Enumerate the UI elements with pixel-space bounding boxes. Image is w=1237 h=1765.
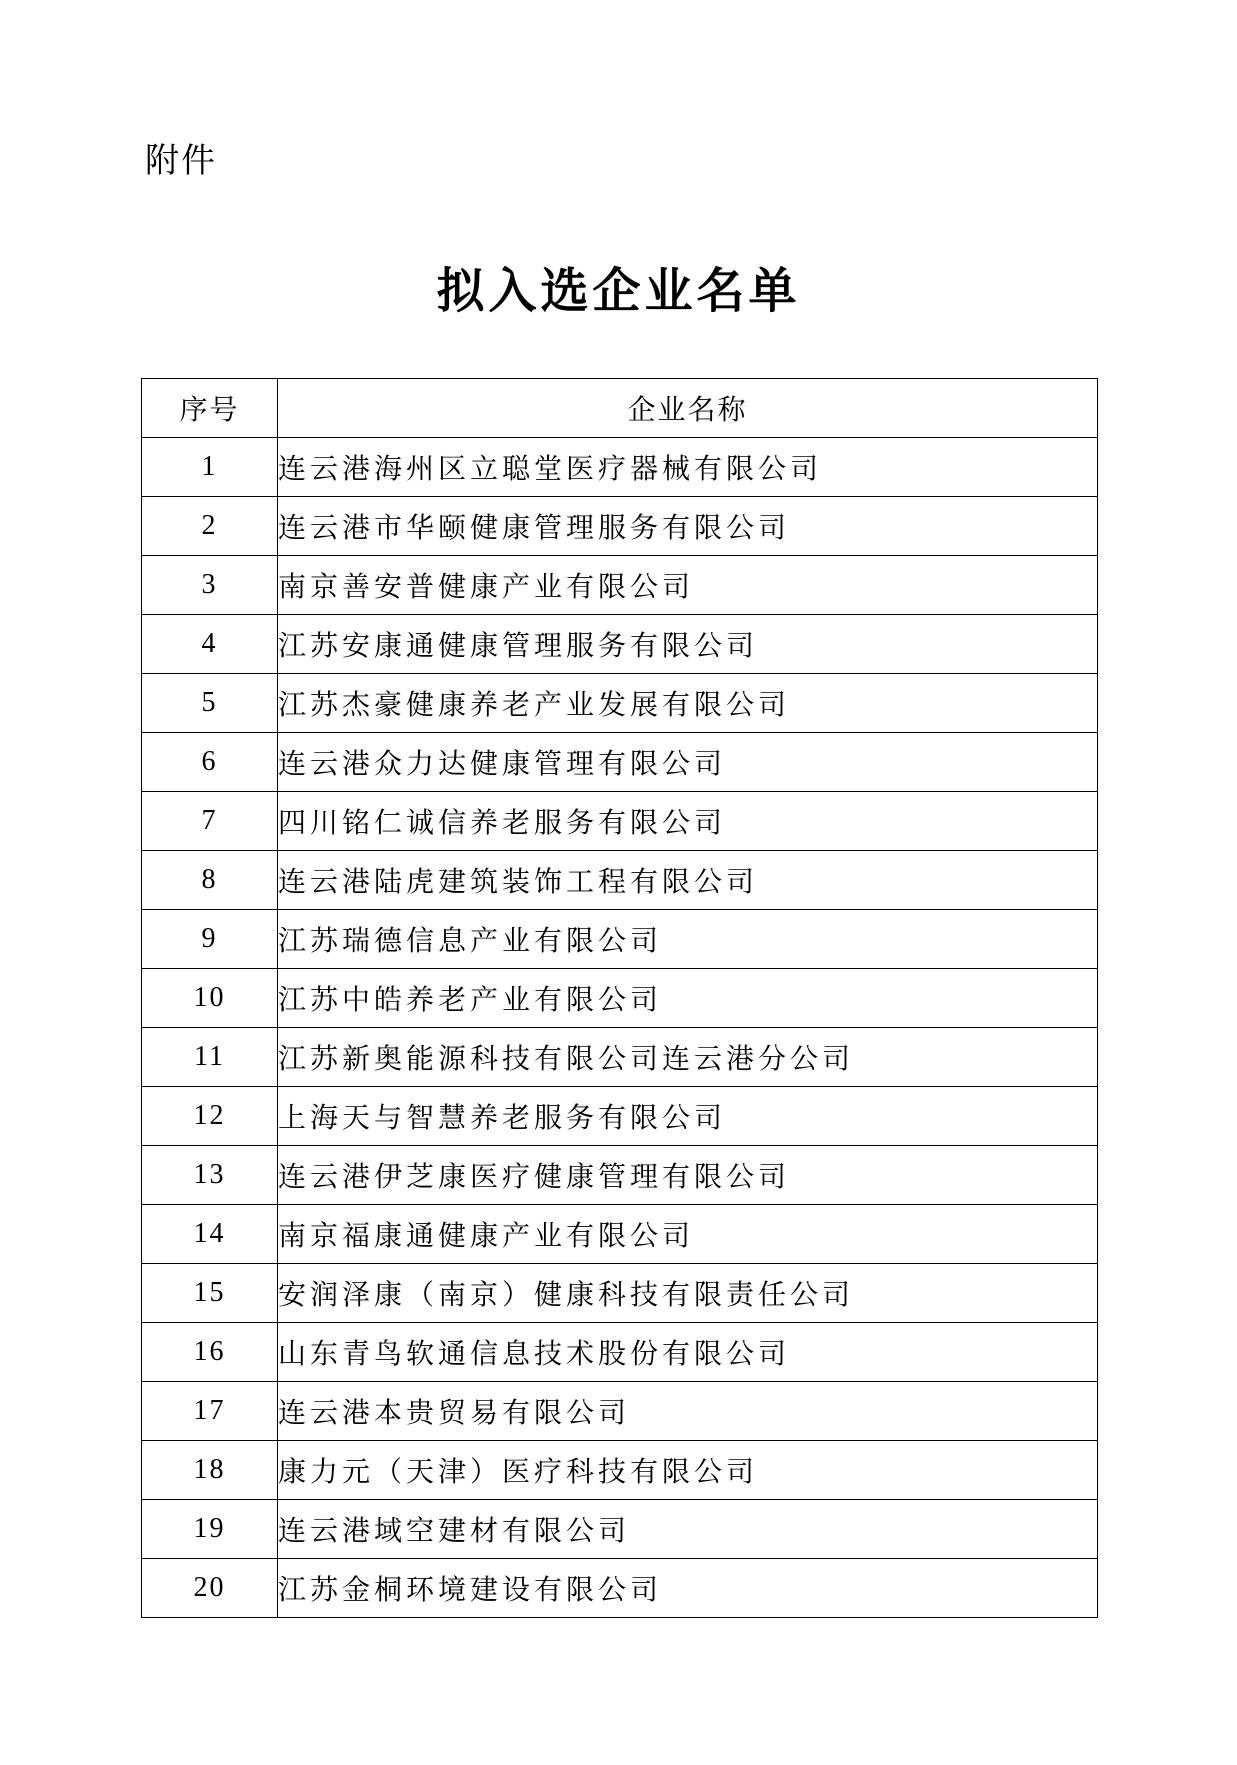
table-row	[142, 1500, 1098, 1559]
table-row	[142, 497, 1098, 556]
row-company-name: 四川铭仁诚信养老服务有限公司	[278, 792, 1098, 851]
row-company-name: 江苏中皓养老产业有限公司	[278, 969, 1098, 1028]
table-row	[142, 556, 1098, 615]
row-company-name: 连云港陆虎建筑装饰工程有限公司	[278, 851, 1098, 910]
row-company-name: 上海天与智慧养老服务有限公司	[278, 1087, 1098, 1146]
table-row	[142, 1559, 1098, 1618]
row-company-name: 山东青鸟软通信息技术股份有限公司	[278, 1323, 1098, 1382]
row-index: 4	[142, 615, 278, 674]
page-title: 拟入选企业名单	[436, 263, 801, 319]
table-body	[142, 438, 1098, 1618]
table-row	[142, 1146, 1098, 1205]
row-company-name: 连云港域空建材有限公司	[278, 1500, 1098, 1559]
row-company-name: 康力元（天津）医疗科技有限公司	[278, 1441, 1098, 1500]
row-company-name: 南京福康通健康产业有限公司	[278, 1205, 1098, 1264]
row-index: 12	[142, 1087, 278, 1146]
row-index: 13	[142, 1146, 278, 1205]
row-index: 14	[142, 1205, 278, 1264]
row-index: 10	[142, 969, 278, 1028]
row-company-name: 连云港本贵贸易有限公司	[278, 1382, 1098, 1441]
table-row	[142, 1264, 1098, 1323]
row-company-name: 安润泽康（南京）健康科技有限责任公司	[278, 1264, 1098, 1323]
row-company-name: 连云港海州区立聪堂医疗器械有限公司	[278, 438, 1098, 497]
header-company-name: 企业名称	[278, 379, 1098, 438]
row-company-name: 连云港众力达健康管理有限公司	[278, 733, 1098, 792]
row-index: 20	[142, 1559, 278, 1618]
company-list-table	[141, 378, 1098, 1618]
table-row	[142, 733, 1098, 792]
attachment-label: 附件	[145, 141, 217, 181]
row-index: 6	[142, 733, 278, 792]
table-row	[142, 1441, 1098, 1500]
row-index: 15	[142, 1264, 278, 1323]
row-index: 19	[142, 1500, 278, 1559]
table-row	[142, 969, 1098, 1028]
row-company-name: 连云港伊芝康医疗健康管理有限公司	[278, 1146, 1098, 1205]
table-row	[142, 1205, 1098, 1264]
row-index: 16	[142, 1323, 278, 1382]
table-row	[142, 851, 1098, 910]
row-company-name: 江苏金桐环境建设有限公司	[278, 1559, 1098, 1618]
row-index: 17	[142, 1382, 278, 1441]
row-index: 2	[142, 497, 278, 556]
row-index: 7	[142, 792, 278, 851]
table-row	[142, 1382, 1098, 1441]
table-row	[142, 674, 1098, 733]
row-company-name: 江苏瑞德信息产业有限公司	[278, 910, 1098, 969]
table-row	[142, 910, 1098, 969]
table-row	[142, 615, 1098, 674]
table-row	[142, 1028, 1098, 1087]
table-row	[142, 1323, 1098, 1382]
row-company-name: 江苏新奥能源科技有限公司连云港分公司	[278, 1028, 1098, 1087]
table-row	[142, 1087, 1098, 1146]
row-index: 18	[142, 1441, 278, 1500]
row-index: 9	[142, 910, 278, 969]
row-company-name: 南京善安普健康产业有限公司	[278, 556, 1098, 615]
table-row	[142, 438, 1098, 497]
row-index: 8	[142, 851, 278, 910]
row-index: 1	[142, 438, 278, 497]
row-index: 5	[142, 674, 278, 733]
row-index: 3	[142, 556, 278, 615]
table-header-row	[142, 379, 1098, 438]
row-company-name: 江苏安康通健康管理服务有限公司	[278, 615, 1098, 674]
row-company-name: 连云港市华颐健康管理服务有限公司	[278, 497, 1098, 556]
table-row	[142, 792, 1098, 851]
row-index: 11	[142, 1028, 278, 1087]
row-company-name: 江苏杰豪健康养老产业发展有限公司	[278, 674, 1098, 733]
header-index: 序号	[142, 379, 278, 438]
